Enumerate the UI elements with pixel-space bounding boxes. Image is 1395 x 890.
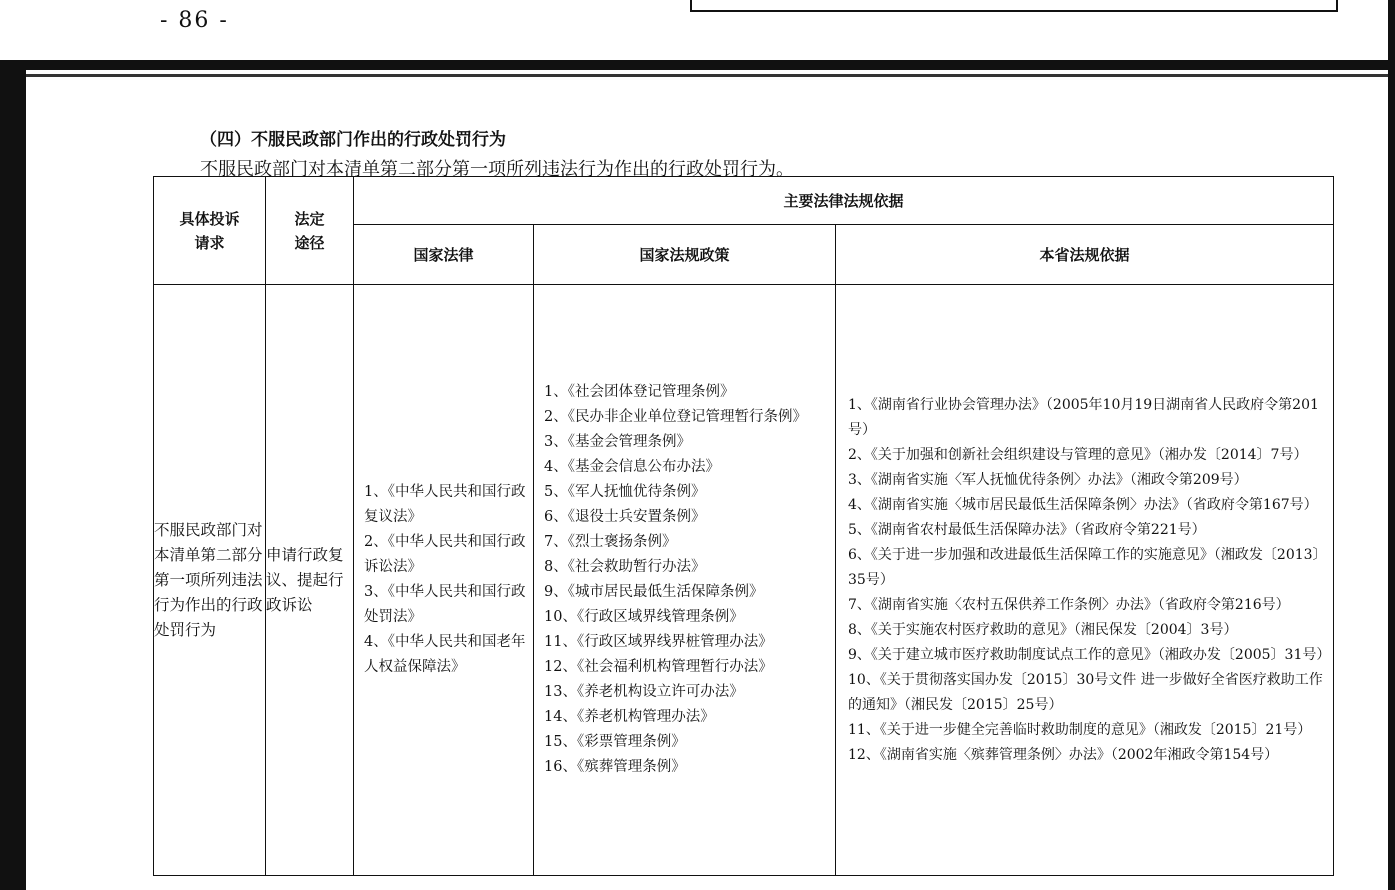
header-national-law: 国家法律 (354, 225, 534, 285)
list-item: 5、《湖南省农村最低生活保障办法》（省政府令第221号） (848, 521, 1206, 538)
scan-left-edge (0, 66, 26, 890)
cell-provincial-basis (836, 285, 1334, 876)
list-item: 4、《基金会信息公布办法》 (544, 459, 720, 475)
list-item: 9、《关于建立城市医疗救助制度试点工作的意见》（湘政办发〔2005〕31号） (848, 646, 1331, 663)
list-item: 4、《湖南省实施〈城市居民最低生活保障条例〉办法》（省政府令第167号） (848, 496, 1318, 513)
header-national-policy: 国家法规政策 (534, 225, 836, 285)
list-item: 6、《退役士兵安置条例》 (544, 509, 706, 525)
list-item: 8、《社会救助暂行办法》 (544, 559, 706, 575)
section-description: 不服民政部门对本清单第二部分第一项所列违法行为作出的行政处罚行为。 (200, 159, 794, 180)
cell-path: 申请行政复议、提起行政诉讼 (266, 285, 354, 876)
list-item: 2、《中华人民共和国行政诉讼法》 (364, 534, 526, 575)
list-item: 7、《湖南省实施〈农村五保供养工作条例〉办法》（省政府令第216号） (848, 596, 1290, 613)
header-main-basis: 主要法律法规依据 (354, 177, 1334, 225)
list-item: 2、《民办非企业单位登记管理暂行条例》 (544, 409, 807, 425)
list-item: 11、《关于进一步健全完善临时救助制度的意见》（湘政发〔2015〕21号） (848, 721, 1312, 738)
list-item: 15、《彩票管理条例》 (544, 734, 686, 750)
list-item: 7、《烈士褒扬条例》 (544, 534, 677, 550)
list-item: 1、《社会团体登记管理条例》 (544, 384, 735, 400)
list-item: 8、《关于实施农村医疗救助的意见》（湘民保发〔2004〕3号） (848, 621, 1238, 638)
scan-right-edge (1388, 0, 1395, 890)
list-item: 14、《养老机构管理办法》 (544, 709, 715, 725)
cell-national-policies (534, 285, 836, 876)
scan-divider-line (26, 74, 1388, 77)
list-item: 10、《行政区域界线管理条例》 (544, 609, 744, 625)
list-item: 12、《社会福利机构管理暂行办法》 (544, 659, 773, 675)
list-item: 4、《中华人民共和国老年人权益保障法》 (364, 634, 526, 675)
list-item: 2、《关于加强和创新社会组织建设与管理的意见》（湘办发〔2014〕7号） (848, 446, 1308, 463)
table-header-row (154, 177, 1334, 225)
section-heading: （四）不服民政部门作出的行政处罚行为 (200, 130, 506, 150)
page-number: - 86 - (160, 8, 229, 33)
list-item: 11、《行政区域界线界桩管理办法》 (544, 634, 773, 650)
list-item: 5、《军人抚恤优待条例》 (544, 484, 706, 500)
list-item: 1、《湖南省行业协会管理办法》（2005年10月19日湖南省人民政府令第201号） (848, 396, 1319, 438)
header-path: 法定途径 (266, 177, 354, 285)
previous-table-fragment (690, 0, 1338, 12)
header-provincial: 本省法规依据 (836, 225, 1334, 285)
table-row (154, 285, 1334, 876)
list-item: 12、《湖南省实施〈殡葬管理条例〉办法》（2002年湘政令第154号） (848, 746, 1279, 763)
list-item: 3、《湖南省实施〈军人抚恤优待条例〉办法》（湘政令第209号） (848, 471, 1248, 488)
cell-complaint: 不服民政部门对本清单第二部分第一项所列违法行为作出的行政处罚行为 (154, 285, 266, 876)
list-item: 3、《基金会管理条例》 (544, 434, 691, 450)
scan-dark-band (0, 60, 1395, 70)
list-item: 1、《中华人民共和国行政复议法》 (364, 484, 526, 525)
list-item: 9、《城市居民最低生活保障条例》 (544, 584, 764, 600)
list-item: 16、《殡葬管理条例》 (544, 759, 686, 775)
list-item: 3、《中华人民共和国行政处罚法》 (364, 584, 526, 625)
list-item: 13、《养老机构设立许可办法》 (544, 684, 744, 700)
header-complaint: 具体投诉请求 (154, 177, 266, 285)
list-item: 6、《关于进一步加强和改进最低生活保障工作的实施意见》（湘政发〔2013〕35号） (848, 546, 1320, 588)
list-item: 10、《关于贯彻落实国办发〔2015〕30号文件 进一步做好全省医疗救助工作的通知》（湘民发〔2015〕25号） (848, 671, 1323, 713)
cell-national-laws (354, 285, 534, 876)
law-basis-table (153, 176, 1334, 876)
